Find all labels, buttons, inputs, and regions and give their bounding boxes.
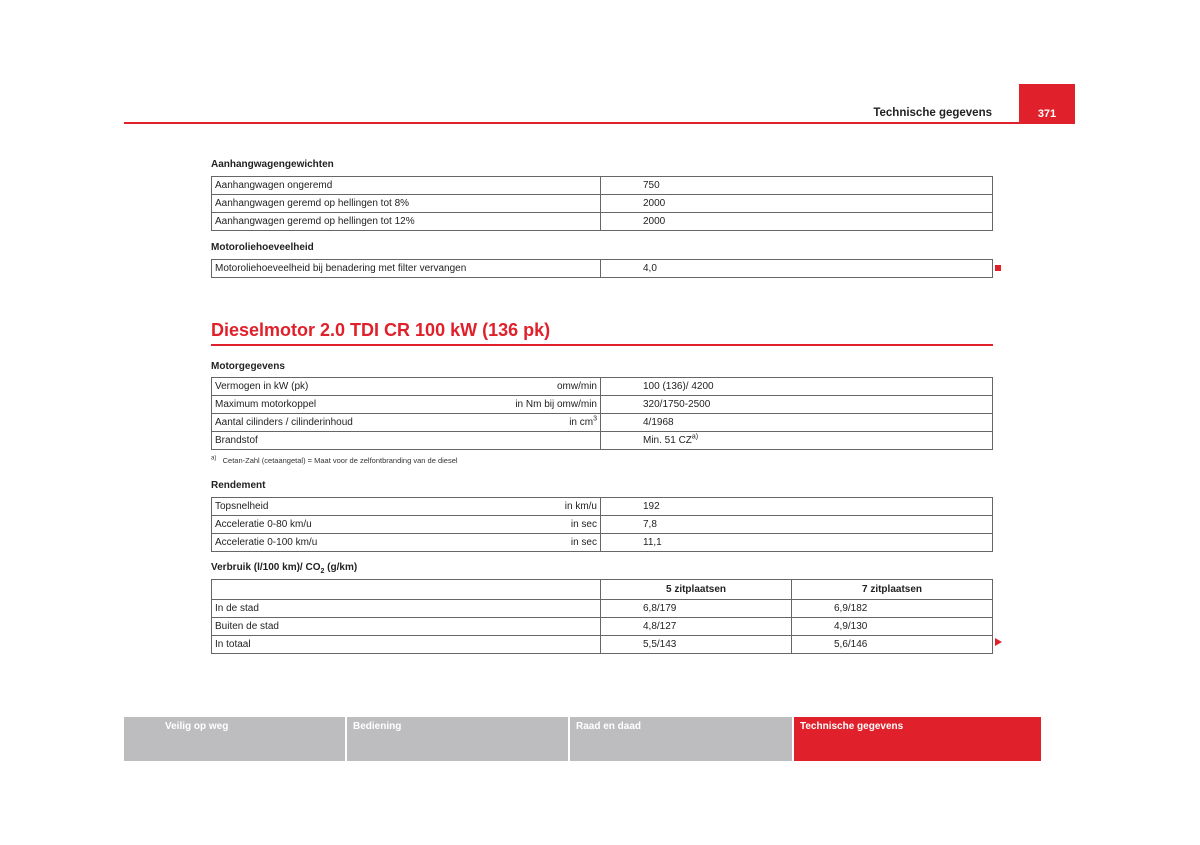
footnote (211, 456, 458, 465)
row-value: 4,8/127 (601, 618, 792, 636)
row-value: 4,0 (601, 260, 993, 278)
footnote-ref: a) (691, 433, 699, 441)
footer-nav (124, 717, 1075, 761)
column-header: 7 zitplaatsen (792, 580, 993, 600)
consumption-table (211, 579, 993, 654)
table-row (212, 414, 993, 432)
engine-data-heading: Motorgegevens (211, 361, 285, 372)
table-row (212, 498, 993, 516)
row-unit: in cm (569, 417, 594, 428)
row-label: In de stad (212, 600, 601, 618)
continue-arrow-icon (995, 638, 1002, 646)
row-value: 100 (136)/ 4200 (601, 378, 993, 396)
row-value: 7,8 (601, 516, 993, 534)
row-unit: in sec (570, 519, 597, 530)
table-row (212, 378, 993, 396)
section-title: Technische gegevens (873, 107, 992, 119)
row-value: 750 (601, 177, 993, 195)
row-label: Aanhangwagen geremd op hellingen tot 8% (212, 195, 601, 213)
row-value: 6,8/179 (601, 600, 792, 618)
engine-title-rule (211, 344, 993, 346)
performance-table (211, 497, 993, 552)
table-header-row (212, 580, 993, 600)
oil-table (211, 259, 993, 278)
table-row (212, 516, 993, 534)
page-number-tab (1019, 84, 1075, 124)
row-label: Topsnelheid (215, 501, 269, 512)
section-end-marker (995, 265, 1001, 271)
row-label: Acceleratie 0-80 km/u (215, 519, 312, 530)
header-rule (124, 122, 1019, 124)
table-row (212, 600, 993, 618)
row-label: Motoroliehoeveelheid bij benadering met filter vervangen (212, 260, 601, 278)
oil-heading: Motoroliehoeveelheid (211, 242, 314, 253)
page-number: 371 (1037, 108, 1057, 120)
consumption-heading: Verbruik (l/100 km)/ $CO_2$ (g/km) (211, 562, 358, 575)
row-unit: in Nm bij omw/min (515, 399, 597, 410)
row-value: 11,1 (601, 534, 993, 552)
footnote-text: Cetan-Zahl (cetaangetal) = Maat voor de zelfontbranding van de diesel (222, 456, 458, 465)
unit-superscript: 3 (593, 415, 597, 423)
row-value: Min. 51 CZ (643, 435, 692, 446)
table-row (212, 534, 993, 552)
row-value: 2000 (601, 213, 993, 231)
row-unit: in km/u (564, 501, 597, 512)
row-unit: omw/min (556, 381, 597, 392)
trailer-weights-heading: Aanhangwagengewichten (211, 159, 334, 170)
row-label: Brandstof (215, 435, 258, 446)
row-label: Acceleratie 0-100 km/u (215, 537, 318, 548)
row-label: Aanhangwagen ongeremd (212, 177, 601, 195)
row-value: 5,6/146 (792, 636, 993, 654)
table-row (212, 260, 993, 278)
row-value: 6,9/182 (792, 600, 993, 618)
table-row (212, 195, 993, 213)
trailer-weights-table (211, 176, 993, 231)
performance-heading: Rendement (211, 480, 266, 491)
column-header: 5 zitplaatsen (601, 580, 792, 600)
row-value: 5,5/143 (601, 636, 792, 654)
row-label: Aantal cilinders / cilinderinhoud (215, 417, 353, 428)
row-value: 2000 (601, 195, 993, 213)
row-label: Maximum motorkoppel (215, 399, 317, 410)
footer-tab-raad-en-daad[interactable]: Raad en daad (570, 717, 792, 761)
engine-data-table (211, 377, 993, 450)
footer-tab-veilig-op-weg[interactable]: Veilig op weg (124, 717, 345, 761)
table-row (212, 618, 993, 636)
footer-tab-technische-gegevens[interactable]: Technische gegevens (794, 717, 1041, 761)
engine-title: Dieselmotor 2.0 TDI CR 100 kW (136 pk) (211, 320, 551, 340)
footnote-marker: a) (211, 455, 217, 462)
row-value: 4,9/130 (792, 618, 993, 636)
table-row (212, 213, 993, 231)
row-value: 192 (601, 498, 993, 516)
table-row (212, 177, 993, 195)
row-label: Aanhangwagen geremd op hellingen tot 12% (212, 213, 601, 231)
row-label: Vermogen in kW (pk) (215, 381, 309, 392)
row-label: Buiten de stad (212, 618, 601, 636)
table-row (212, 396, 993, 414)
table-row (212, 636, 993, 654)
row-value: 320/1750-2500 (601, 396, 993, 414)
footer-tab-bediening[interactable]: Bediening (347, 717, 568, 761)
row-value: 4/1968 (601, 414, 993, 432)
row-unit: in sec (570, 537, 597, 548)
table-row (212, 432, 993, 450)
row-label: In totaal (212, 636, 601, 654)
